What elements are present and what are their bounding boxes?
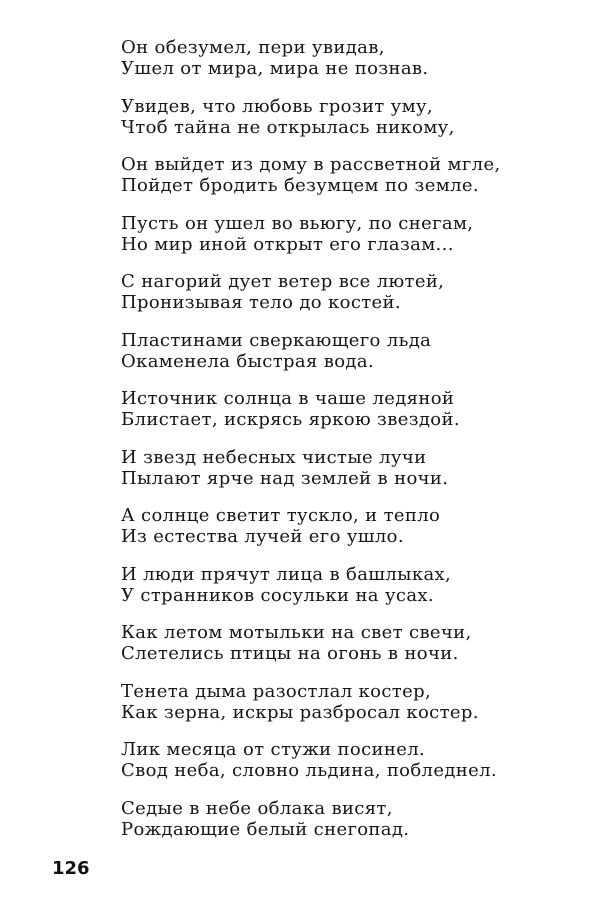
verse-line: Из естества лучей его ушло. [121,526,404,547]
verse-line: Рождающие белый снегопад. [121,818,410,840]
verse-line: Пойдет бродить безумцем по земле. [121,175,479,196]
verse-line: Пронизывая тело до костей. [121,292,401,313]
stanza [121,213,581,272]
stanza [121,330,581,389]
stanza [121,388,581,447]
stanza [121,37,581,96]
stanza [121,96,581,155]
verse-line: Он обезумел, пери увидав, [121,37,385,58]
verse-line: Он выйдет из дому в рассветной мгле, [121,154,501,175]
stanza [121,154,581,213]
page-number: 126 [52,858,90,879]
verse-line: Как зерна, искры разбросал костер. [121,701,479,723]
stanza [121,271,581,330]
stanza [121,622,581,681]
verse-line: Пылают ярче над землей в ночи. [121,467,449,489]
stanza [121,564,581,623]
stanza [121,505,581,564]
verse-line: С нагорий дует ветер все лютей, [121,271,445,292]
verse-line: Чтоб тайна не открылась никому, [121,116,455,138]
verse-line: Лик месяца от стужи посинел. [121,739,426,760]
verse-line: Пусть он ушел во вьюгу, по снегам, [121,212,474,234]
stanza [121,798,581,857]
verse-line: Источник солнца в чаше ледяной [121,388,455,409]
stanza [121,447,581,506]
verse-line: Ушел от мира, мира не познав. [121,58,429,79]
verse-line: Блистает, искрясь яркою звездой. [121,409,460,430]
verse-line: И люди прячут лица в башлыках, [121,563,452,585]
verse-line: И звезд небесных чистые лучи [121,446,427,468]
verse-line: Свод неба, словно льдина, побледнел. [121,760,497,781]
stanza [121,681,581,740]
stanza [121,739,581,798]
verse-line: Седые в небе облака висят, [121,797,393,819]
verse-line: Слетелись птицы на огонь в ночи. [121,643,459,664]
verse-line: Окаменела быстрая вода. [121,350,375,372]
verse-line: Увидев, что любовь грозит уму, [121,95,433,117]
verse-line: Тенета дыма разостлал костер, [121,680,432,702]
verse-line: Но мир иной открыт его глазам... [121,233,454,255]
verse-line: Как летом мотыльки на свет свечи, [121,622,472,643]
verse-line: У странников сосульки на усах. [121,584,434,606]
verse-line: А солнце светит тускло, и тепло [121,505,441,526]
poem-text [121,37,581,856]
verse-line: Пластинами сверкающего льда [121,329,432,351]
